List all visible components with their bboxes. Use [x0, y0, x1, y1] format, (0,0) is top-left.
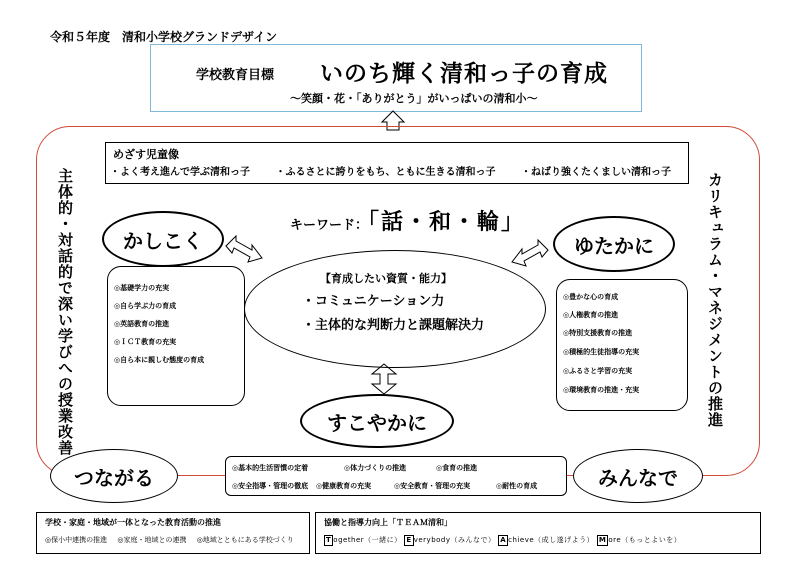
- list-item: ◎自ら学ぶ力の育成: [114, 302, 177, 310]
- list-item: ◎積極的生徒指導の充実: [563, 348, 640, 356]
- list-item: ◎安全指導・管理の徹底: [232, 482, 309, 490]
- team-letter-t: T: [326, 536, 332, 544]
- footer-right-box: [315, 512, 761, 554]
- goal-subtitle: ～笑顔・花・「ありがとう」がいっぱいの清和小～: [290, 92, 538, 105]
- sukoyakani-oval: すこやかに: [300, 394, 454, 448]
- center-line-2: ・主体的な判断力と課題解決力: [302, 318, 485, 333]
- minnade-oval: みんなで: [573, 449, 703, 503]
- team-letter-m: M: [598, 536, 607, 544]
- ideal-item: ・よく考え進んで学ぶ清和っ子: [110, 167, 250, 178]
- sukoyakani-list: [225, 456, 567, 496]
- tsunagaru-oval: つながる: [50, 449, 178, 503]
- list-item: ◎食育の推進: [436, 464, 478, 472]
- keyword-label: キーワード：: [290, 218, 369, 233]
- yutakani-list: [556, 279, 688, 411]
- yutakani-oval: ゆたかに: [553, 216, 675, 272]
- team-word-a: chieve（成し遂げよう）: [508, 536, 595, 544]
- right-vertical-label: カリキュラム・マネジメントの推進: [706, 172, 724, 428]
- list-item: ◎体力づくりの推進: [344, 464, 407, 472]
- team-word-m: ore（もっとよいを）: [608, 536, 682, 544]
- footer-right-title: 協働と指導力向上「ＴＥＡＭ清和」: [324, 518, 452, 527]
- team-word-t: ogether（一緒に）: [333, 536, 402, 544]
- keyword-value: 「話・和・輪」: [368, 209, 526, 235]
- list-item: ◎豊かな心の育成: [563, 293, 619, 301]
- list-item: ◎家庭・地域との連携: [117, 536, 187, 544]
- page-header: 令和５年度 清和小学校グランドデザイン: [50, 30, 278, 44]
- list-item: ◎ふるさと学習の充実: [563, 367, 633, 375]
- goal-label: 学校教育目標: [196, 68, 275, 83]
- list-item: ◎健康教育の充実: [316, 482, 372, 490]
- list-item: ◎ＩＣＴ教育の充実: [114, 338, 177, 346]
- kashikoku-list: [107, 266, 245, 406]
- ideal-item: ・ねばり強くたくましい清和っ子: [520, 167, 671, 178]
- list-item: ◎基本的生活習慣の定着: [232, 464, 309, 472]
- goal-main-text: いのち輝く清和っ子の育成: [320, 61, 608, 87]
- list-item: ◎耐性の育成: [496, 482, 538, 490]
- footer-left-title: 学校・家庭・地域が一体となった教育活動の推進: [45, 518, 221, 527]
- team-word-e: verybody（みんなで）: [413, 536, 496, 544]
- list-item: ◎特別支援教育の推進: [563, 329, 633, 337]
- ideal-items: [110, 163, 693, 178]
- list-item: ◎自ら本に親しむ態度の育成: [114, 356, 205, 364]
- list-item: ◎保小中連携の推進: [45, 536, 108, 544]
- team-acronym-line: [324, 535, 681, 546]
- footer-left-items: [45, 535, 302, 545]
- ideal-title: めざす児童像: [113, 148, 179, 161]
- list-item: ◎基礎学力の充実: [114, 284, 170, 292]
- team-letter-e: E: [406, 536, 412, 544]
- list-item: ◎英語教育の推進: [114, 320, 170, 328]
- list-item: ◎人権教育の推進: [563, 311, 619, 319]
- keyword: [290, 205, 525, 236]
- list-item: ◎環境教育の推進・充実: [563, 386, 640, 394]
- left-vertical-label: 主体的・対話的で深い学びへの授業改善: [56, 168, 74, 456]
- kashikoku-oval: かしこく: [102, 211, 224, 267]
- center-title: 【育成したい資質・能力】: [320, 272, 452, 285]
- center-line-1: ・コミュニケーション力: [302, 294, 445, 309]
- list-item: ◎地域とともにある学校づくり: [196, 536, 294, 544]
- list-item: ◎安全教育・管理の充実: [394, 482, 471, 490]
- footer-left-box: [36, 512, 310, 554]
- team-letter-a: A: [500, 536, 507, 544]
- ideal-item: ・ふるさとに誇りをもち、ともに生きる清和っ子: [275, 167, 496, 178]
- center-ellipse: [244, 250, 546, 368]
